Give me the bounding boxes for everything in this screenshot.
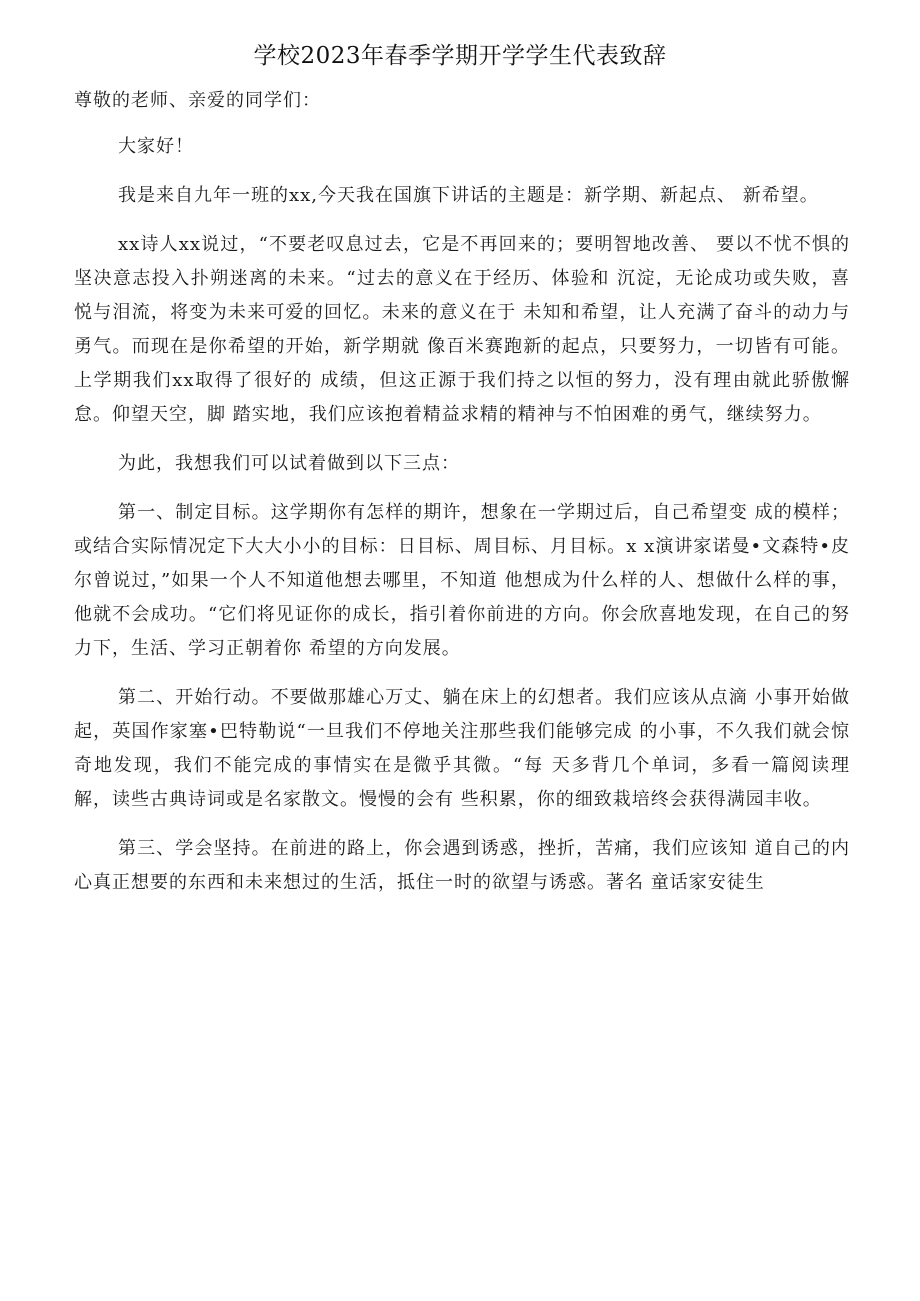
paragraph-greeting: 大家好！: [118, 136, 194, 157]
paragraph-second-point: 第二、开始行动。不要做那雄心万丈、躺在床上的幻想者。我们应该从点滴 小事开始做起，英国作家塞•巴特勒说“一旦我们不停地关注那些我们能够完成 的小事，不久我们就会惊奇地发现，我们不能完成的事情实在是微乎其微。“每 天多背几个单词，多看一篇阅读理解，读些古典诗词或是名家散文。慢慢的会有 些积累，你的细致栽培终会获得满园丰收。: [74, 687, 850, 810]
document-body: [74, 84, 850, 915]
document-title: 学校2023年春季学期开学学生代表致辞: [253, 43, 667, 69]
paragraph-quote: xx诗人xx说过，“不要老叹息过去，它是不再回来的；要明智地改善、 要以不忧不惧的坚决意志投入扑朔迷离的未来。“过去的意义在于经历、体验和 沉淀，无论成功或失败，喜悦与泪流，将变为未来可爱的回忆。未来的意义在于 未知和希望，让人充满了奋斗的动力与勇气。而现在是你希望的开始，新学期就 像百米赛跑新的起点，只要努力，一切皆有可能。上学期我们xx取得了很好的 成绩，但这正源于我们持之以恒的努力，没有理由就此骄傲懈怠。仰望天空，脚 踏实地，我们应该抱着精益求精的精神与不怕困难的勇气，继续努力。: [74, 234, 850, 425]
salutation: 尊敬的老师、亲爱的同学们：: [74, 90, 321, 111]
paragraph-third-point: 第三、学会坚持。在前进的路上，你会遇到诱惑，挫折，苦痛，我们应该知 道自己的内心真正想要的东西和未来想过的生活，抵住一时的欲望与诱惑。著名 童话家安徒生: [74, 838, 850, 893]
paragraph-first-point: 第一、制定目标。这学期你有怎样的期许，想象在一学期过后，自己希望变 成的模样；或结合实际情况定下大大小小的目标：日目标、周目标、月目标。x x演讲家诺曼•文森特•皮尔曾说过，”如果一个人不知道他想去哪里，不知道 他想成为什么样的人、想做什么样的事，他就不会成功。“它们将见证你的成长，指引着你前进的方向。你会欣喜地发现，在自己的努力下，生活、学习正朝着你 希望的方向发展。: [74, 502, 850, 659]
paragraph-intro: 我是来自九年一班的xx,今天我在国旗下讲话的主题是：新学期、新起点、 新希望。: [118, 185, 819, 206]
paragraph-three-points: 为此，我想我们可以试着做到以下三点：: [118, 453, 460, 474]
